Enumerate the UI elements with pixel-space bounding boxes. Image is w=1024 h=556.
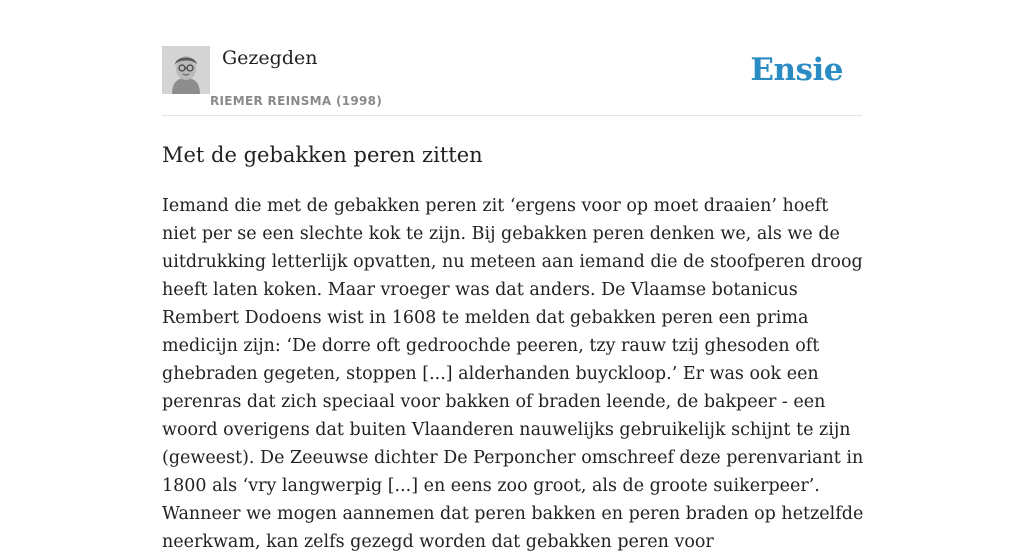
entry-headword: Met de gebakken peren zitten: [162, 143, 483, 167]
ensie-logo[interactable]: Ensie: [750, 52, 843, 88]
source-author: RIEMER REINSMA (1998): [210, 94, 383, 108]
author-avatar[interactable]: [162, 46, 210, 94]
source-header: [162, 46, 862, 116]
source-title[interactable]: Gezegden: [222, 47, 318, 69]
author-portrait-icon: [162, 46, 210, 94]
entry-definition: Iemand die met de gebakken peren zit ‘ergens voor op moet draaien’ hoeft niet per se een slechte kok te zijn. Bij gebakken peren denken we, als we de uitdrukking letterlijk opvatten, nu meteen aan iemand die de stoofperen droog heeft laten koken. Maar vroeger was dat anders. De Vlaamse botanicus Rembert Dodoens wist in 1608 te melden dat gebakken peren een prima medicijn zijn: ‘De dorre oft gedroochde peeren, tzy rauw tzij ghesoden oft ghebraden gegeten, stoppen [...] alderhanden buyckloop.’ Er was ook een perenras dat zich speciaal voor bakken of braden leende, de bakpeer - een woord overigens dat buiten Vlaanderen nauwelijks gebruikelijk schijnt te zijn (geweest). De Zeeuwse dichter De Perponcher omschreef deze perenvariant in 1800 als ‘vry langwerpig [...] en eens zoo groot, als de groote suikerpeer’. Wanneer we mogen aannemen dat peren bakken en peren braden op hetzelfde neerkwam, kan zelfs gezegd worden dat gebakken peren voor: [162, 196, 864, 552]
